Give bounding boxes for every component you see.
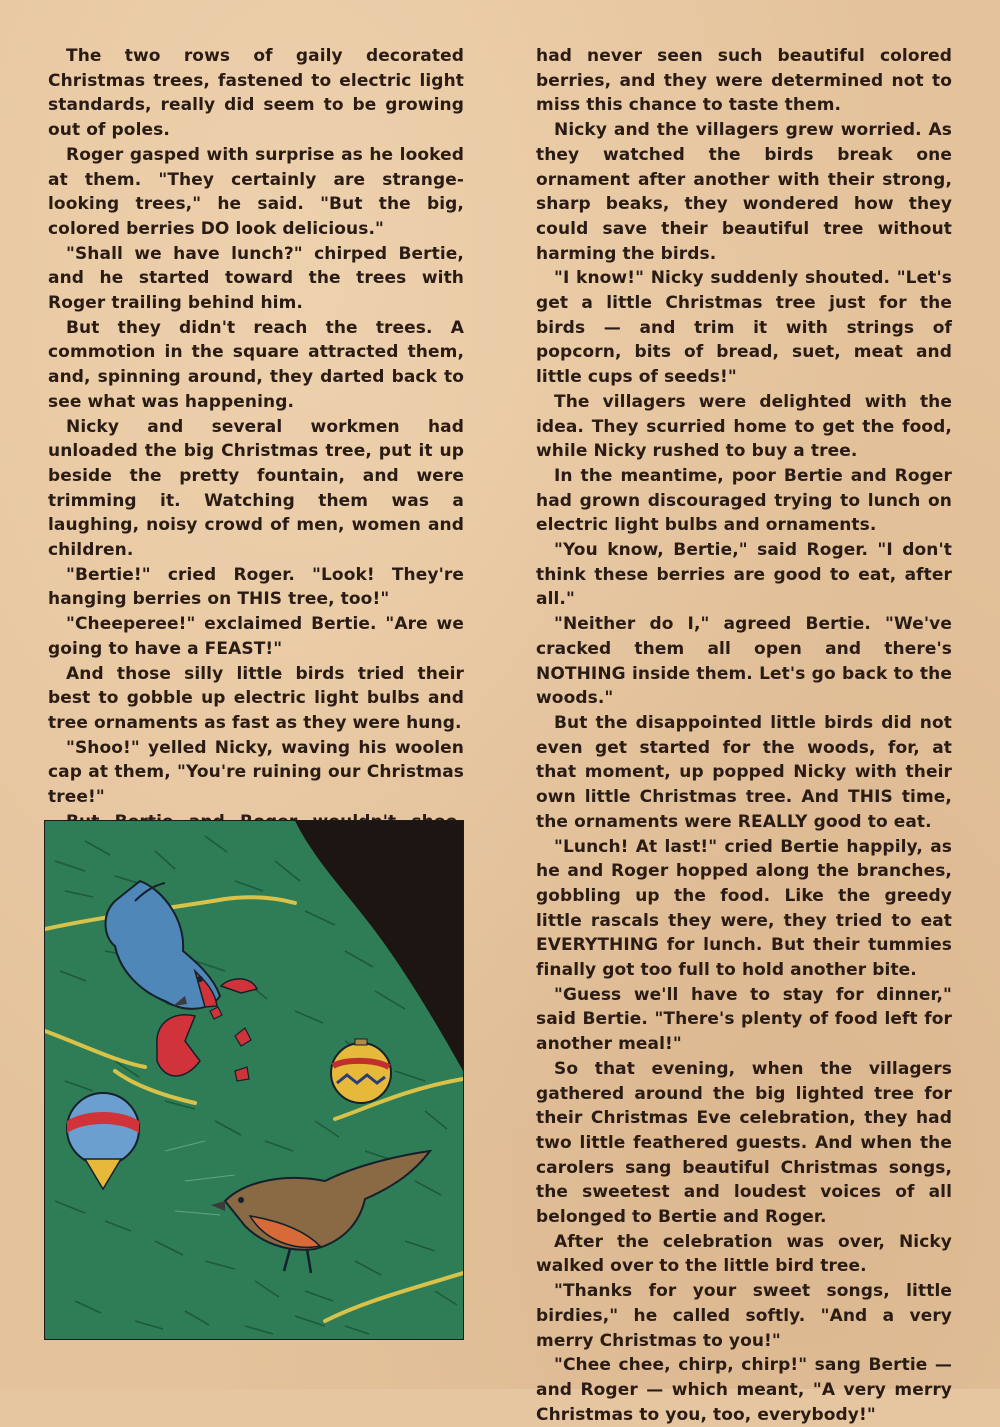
paragraph: The villagers were delighted with the idea. They scurried home to get the food, while Nicky rushed to buy a tree. [536,391,952,462]
paragraph: After the celebration was over, Nicky walked over to the little bird tree. [536,1231,952,1277]
story-column-right [536,44,952,1427]
paragraph: had never seen such beautiful colored berries, and they were determined not to miss this chance to taste them. [536,46,952,116]
paragraph: "Shall we have lunch?" chirped Bertie, and he started toward the trees with Roger trailing behind him. [48,243,464,314]
paragraph: "Chee chee, chirp, chirp!" sang Bertie — and Roger — which meant, "A very merry Christmas to you, too, everybody!" [536,1355,952,1425]
paragraph: But they didn't reach the trees. A commotion in the square attracted them, and, spinning around, they darted back to see what was happening. [48,317,464,412]
paragraph: "Shoo!" yelled Nicky, waving his woolen cap at them, "You're ruining our Christmas tree!" [48,737,464,808]
paragraph: "Lunch! At last!" cried Bertie happily, as he and Roger hopped along the branches, gobbling up the food. Like the greedy little rascals they were, they tried to eat EVERYTHING for lunch. But their tummies finally got too full to hold another bite. [536,836,952,981]
paragraph: Nicky and the villagers grew worried. As they watched the birds break one ornament after another with their strong, sharp beaks, they wondered how they could save their beautiful tree without harming the birds. [536,120,952,264]
paragraph: So that evening, when the villagers gathered around the big lighted tree for their Christmas Eve celebration, they had two little feathered guests. And when the carolers sang beautiful Christmas songs, the sweetest and loudest voices of all belonged to Bertie and Roger. [536,1058,952,1228]
birds-on-christmas-tree-illustration [45,821,463,1339]
paragraph: Roger gasped with surprise as he looked at them. "They certainly are strange-looking trees," he said. "But the big, colored berries DO look delicious." [48,144,464,239]
paragraph: The two rows of gaily decorated Christmas trees, fastened to electric light standards, really did seem to be growing out of poles. [48,46,464,141]
paragraph: "Thanks for your sweet songs, little birdies," he called softly. "And a very merry Christmas to you!" [536,1281,952,1351]
paragraph: And those silly little birds tried their best to gobble up electric light bulbs and tree ornaments as fast as they were hung. [48,663,464,733]
paragraph: "I know!" Nicky suddenly shouted. "Let's get a little Christmas tree just for the birds — and trim it with strings of popcorn, bits of bread, suet, meat and little cups of seeds!" [536,268,952,388]
paragraph: But the disappointed little birds did not even get started for the woods, for, at that moment, up popped Nicky with their own little Christmas tree. And THIS time, the ornaments were REALLY good to eat. [536,712,952,832]
paragraph: "Guess we'll have to stay for dinner," said Bertie. "There's plenty of food left for another meal!" [536,984,952,1055]
story-column-left [48,44,464,859]
paragraph: In the meantime, poor Bertie and Roger had grown discouraged trying to lunch on electric light bulbs and ornaments. [536,465,952,536]
illustration-panel [44,820,464,1340]
paragraph: "Bertie!" cried Roger. "Look! They're hanging berries on THIS tree, too!" [48,564,464,610]
paragraph: "Cheeperee!" exclaimed Bertie. "Are we going to have a FEAST!" [48,614,464,659]
paragraph: "Neither do I," agreed Bertie. "We've cracked them all open and there's NOTHING inside them. Let's go back to the woods." [536,614,952,709]
paragraph: Nicky and several workmen had unloaded the big Christmas tree, put it up beside the pretty fountain, and were trimming it. Watching them was a laughing, noisy crowd of men, women and children. [48,416,464,561]
paragraph: "You know, Bertie," said Roger. "I don't think these berries are good to eat, after all." [536,540,952,610]
